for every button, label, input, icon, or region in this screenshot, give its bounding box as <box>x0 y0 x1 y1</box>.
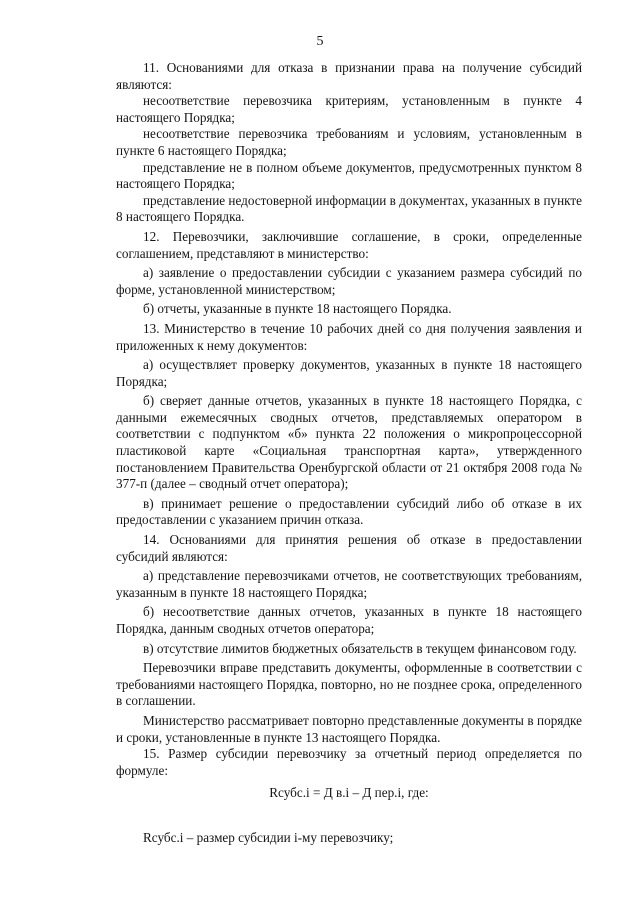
paragraph: б) отчеты, указанные в пункте 18 настоящего Порядка. <box>143 301 452 317</box>
paragraph: а) заявление о предоставлении субсидии с указанием размера субсидий по форме, установленной министерством; <box>116 265 582 297</box>
paragraph: 12. Перевозчики, заключившие соглашение, в сроки, определенные соглашением, представляют в министерство: <box>116 228 582 261</box>
paragraph: 14. Основаниями для принятия решения об отказе в предоставлении субсидий являются: <box>116 532 582 564</box>
paragraph: 13. Министерство в течение 10 рабочих дней со дня получения заявления и приложенных к нему документов: <box>116 320 582 353</box>
document-body <box>116 60 582 847</box>
paragraph: представление не в полном объеме документов, предусмотренных пунктом 8 настоящего Порядка; <box>116 159 582 192</box>
paragraph: несоответствие перевозчика требованиям и условиям, установленным в пункте 6 настоящего Порядка; <box>116 126 582 158</box>
formula-definition: Rсубс.i – размер субсидии i-му перевозчику; <box>143 829 394 845</box>
paragraph: Перевозчики вправе представить документы, оформленные в соответствии с требованиями настоящего Порядка, повторно, но не позднее срока, определенного в соглашении. <box>116 660 582 709</box>
paragraph: несоответствие перевозчика критериям, установленным в пункте 4 настоящего Порядка; <box>116 93 582 125</box>
paragraph: в) отсутствие лимитов бюджетных обязательств в текущем финансовом году. <box>143 640 577 656</box>
paragraph: 11. Основаниями для отказа в признании права на получение субсидий являются: <box>116 60 582 92</box>
page-number: 5 <box>316 34 324 49</box>
formula: Rсубс.i = Д в.i – Д пер.i, где: <box>269 785 429 801</box>
paragraph: б) несоответствие данных отчетов, указанных в пункте 18 настоящего Порядка, данным сводных отчетов оператора; <box>116 604 582 636</box>
paragraph: б) сверяет данные отчетов, указанных в пункте 18 настоящего Порядка, с данными ежемесячных сводных отчетов, представляемых оператором в соответствии с подпунктом «б» пункта 22 положения о микропроцессорной пластиковой карте «Социальная транспортная карта», утвержденного постановлением Правительства Оренбургской области от 21 октября 2008 года № 377-п (далее – сводный отчет оператора); <box>116 393 582 492</box>
paragraph: представление недостоверной информации в документах, указанных в пункте 8 настоящего Порядка. <box>116 192 583 225</box>
paragraph: а) осуществляет проверку документов, указанных в пункте 18 настоящего Порядка; <box>116 357 582 389</box>
paragraph: 15. Размер субсидии перевозчику за отчетный период определяется по формуле: <box>116 746 582 778</box>
paragraph: в) принимает решение о предоставлении субсидий либо об отказе в их предоставлении с указанием причин отказа. <box>116 495 582 528</box>
paragraph: Министерство рассматривает повторно представленные документы в порядке и сроки, установленные в пункте 13 настоящего Порядка. <box>116 712 582 745</box>
paragraph: а) представление перевозчиками отчетов, не соответствующих требованиям, указанным в пункте 18 настоящего Порядка; <box>116 568 582 600</box>
